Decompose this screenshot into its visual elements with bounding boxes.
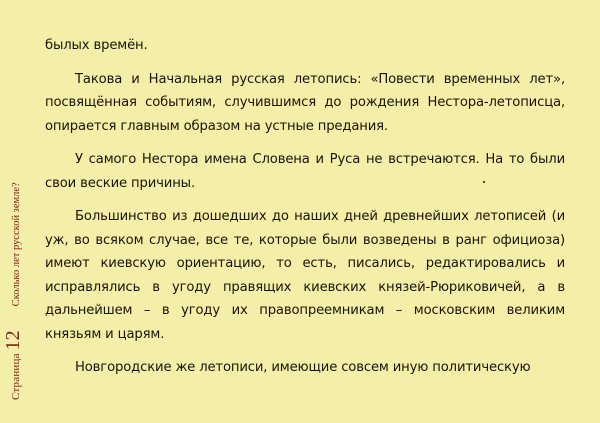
- paragraph-continuation: былых времён.: [45, 38, 148, 53]
- paragraph-nestor: У самого Нестора имена Словена и Руса не встречаются. На то были свои веские причины.: [45, 152, 565, 191]
- page-side-label: [2, 60, 26, 400]
- paragraph-novgorod-chronicles: Новгородские же летописи, имеющие совсем иную политическую: [75, 360, 531, 375]
- paragraph-kiev-chronicles: Большинство из дошедших до наших дней древнейших летописей (и уж, во всяком случае, все те, которые были возведены в ранг официоза) имеют киевскую ориентацию, то есть, писались, редактировались и исправлялись в угоду правящих киевских князей-Рюриковичей, а в дальнейшем – в угоду их правопреемникам – московским великим князьям и царям.: [45, 209, 565, 342]
- book-title-question: Сколько лет русской земле?: [11, 182, 22, 307]
- stray-dot: [483, 181, 485, 183]
- page-word: Страница: [10, 353, 22, 400]
- paragraph-chronicle: Такова и Начальная русская летопись: «Повести временных лет», посвящённая событиям, случившимся до рождения Нестора-летописца, опирается главным образом на устные предания.: [45, 71, 565, 134]
- page-number: 12: [2, 330, 24, 351]
- page-text: [45, 34, 565, 390]
